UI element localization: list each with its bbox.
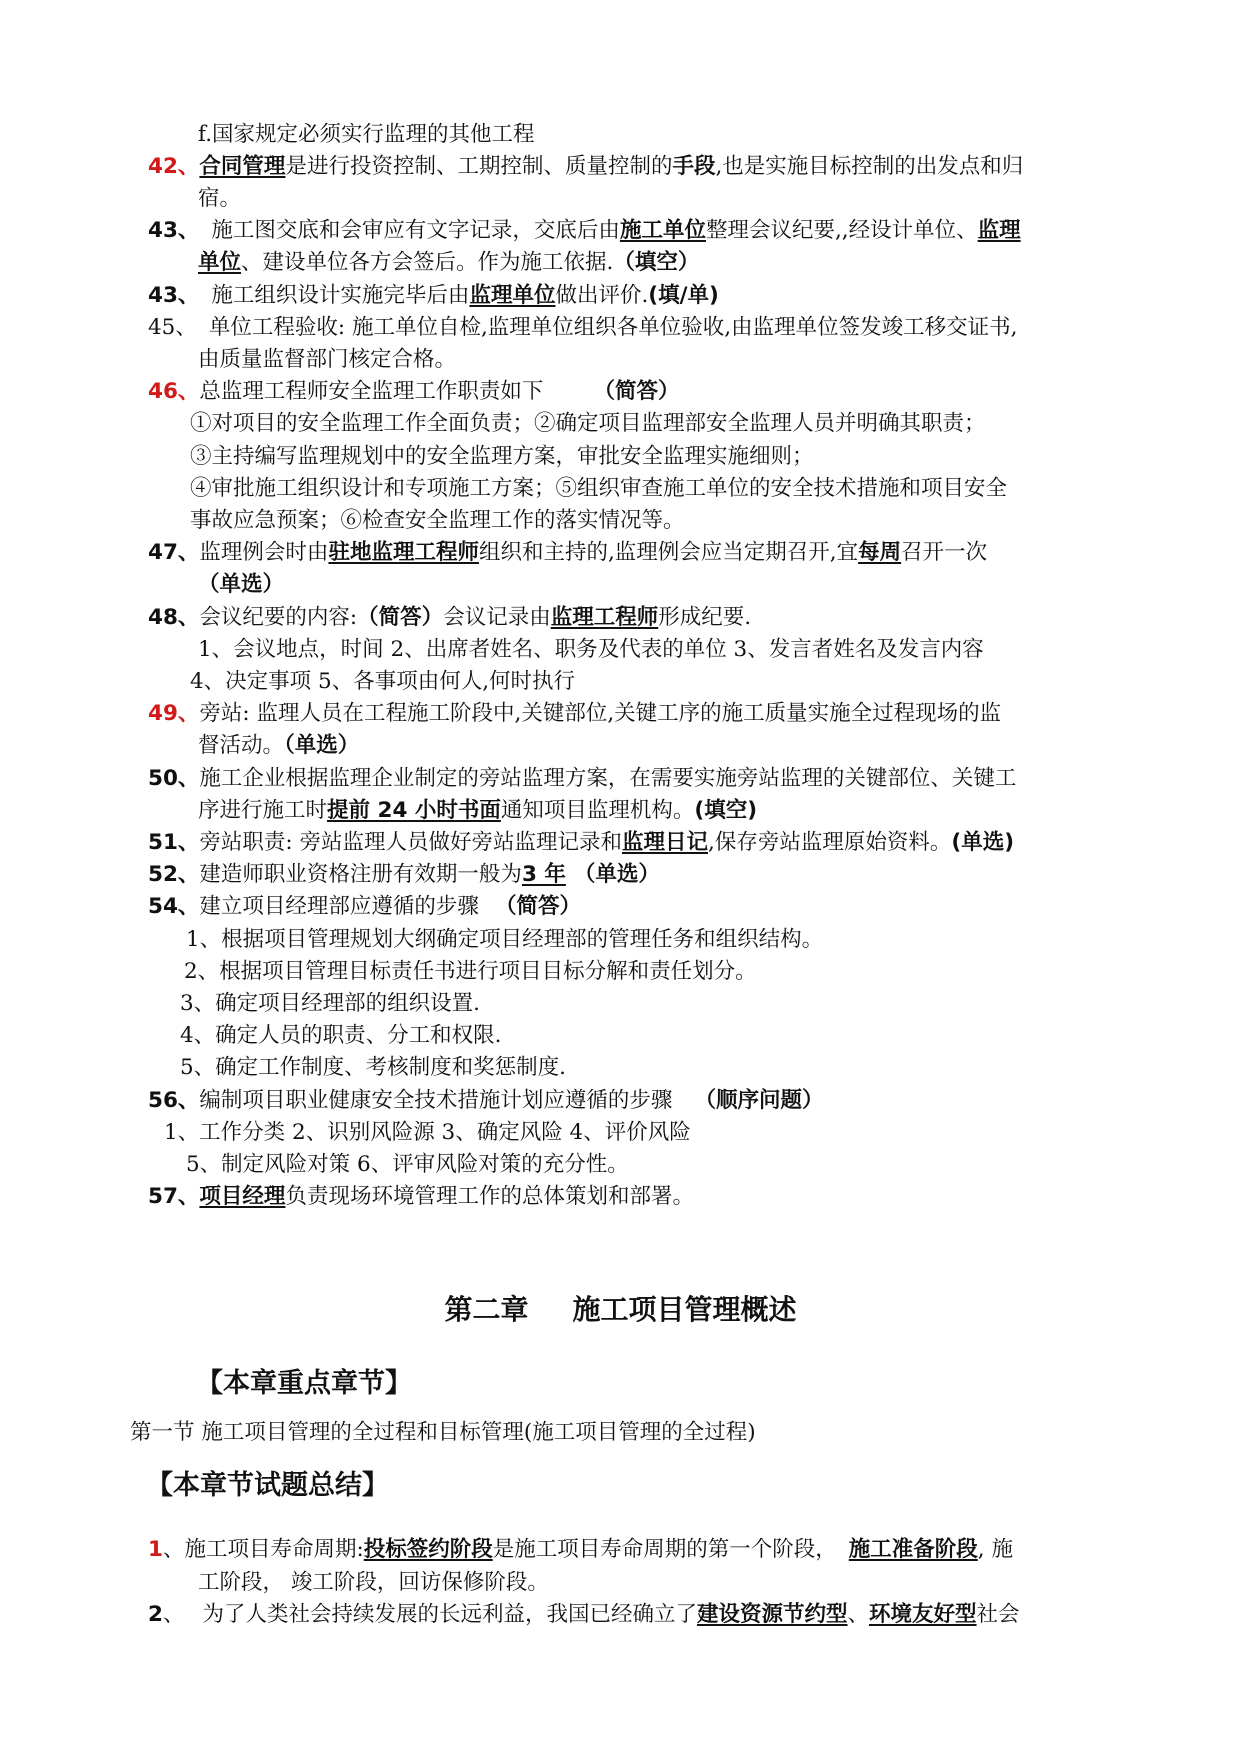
question-number: 54、 [148,894,200,919]
question-56: 56、编制项目职业健康安全技术措施计划应遵循的步骤 （顺序问题） [148,1088,824,1113]
question-48-line-2: 4、决定事项 5、各事项由何人,何时执行 [190,669,576,694]
question-43a-cont: 单位、建设单位各方会签后。作为施工依据.（填空） [198,250,700,275]
question-56-line-2: 5、制定风险对策 6、评审风险对策的充分性。 [186,1152,629,1177]
question-54-step-5: 5、确定工作制度、考核制度和奖惩制度. [180,1055,567,1080]
key-sections-heading: 【本章重点章节】 [196,1368,412,1399]
question-47: 47、监理例会时由驻地监理工程师组织和主持的,监理例会应当定期召开,宜每周召开一次 [148,540,988,565]
item-f: f.国家规定必须实行监理的其他工程 [198,122,535,147]
question-46-line-1: ①对项目的安全监理工作全面负责；②确定项目监理部安全监理人员并明确其职责； [190,411,986,436]
summary-item-2: 2、 为了人类社会持续发展的长远利益，我国已经确立了建设资源节约型、环境友好型社会 [148,1602,1020,1627]
question-47-cont: （单选） [198,572,285,597]
question-48: 48、会议纪要的内容:（简答）会议记录由监理工程师形成纪要. [148,605,752,630]
question-43b: 43、 施工组织设计实施完毕后由监理单位做出评价.(填/单) [148,283,719,308]
question-42-cont: 宿。 [198,186,242,211]
question-45: 45、 单位工程验收: 施工单位自检,监理单位组织各单位验收,由监理单位签发竣工移交证书, [148,315,1018,340]
question-46-line-3: ④审批施工组织设计和专项施工方案；⑤组织审查施工单位的安全技术措施和项目安全 [190,476,1008,501]
question-number: 42、 [148,154,200,179]
question-number: 43、 [148,218,200,243]
question-56-line-1: 1、工作分类 2、识别风险源 3、确定风险 4、评价风险 [164,1120,691,1145]
question-48-line-1: 1、会议地点，时间 2、出席者姓名、职务及代表的单位 3、发言者姓名及发言内容 [198,637,984,662]
question-number: 47、 [148,540,200,565]
chapter-title: 第二章 施工项目管理概述 [444,1293,797,1326]
question-number: 56、 [148,1088,200,1113]
question-number: 2 [148,1602,163,1627]
question-50: 50、施工企业根据监理企业制定的旁站监理方案，在需要实施旁站监理的关键部位、关键工 [148,766,1017,791]
question-46-line-4: 事故应急预案；⑥检查安全监理工作的落实情况等。 [190,508,685,533]
question-number: 48、 [148,605,200,630]
question-number: 52、 [148,862,200,887]
question-49: 49、旁站: 监理人员在工程施工阶段中,关键部位,关键工序的施工质量实施全过程现场的监 [148,701,1002,726]
summary-heading: 【本章节试题总结】 [146,1470,389,1501]
question-number: 45、 [148,315,197,340]
question-54-step-1: 1、根据项目管理规划大纲确定项目经理部的管理任务和组织结构。 [186,927,824,952]
question-54-step-4: 4、确定人员的职责、分工和权限. [180,1023,502,1048]
question-number: 49、 [148,701,200,726]
summary-item-1-cont: 工阶段， 竣工阶段，回访保修阶段。 [198,1570,549,1595]
question-45-cont: 由质量监督部门核定合格。 [198,347,457,372]
question-number: 1 [148,1537,163,1562]
question-42: 42、合同管理是进行投资控制、工期控制、质量控制的手段,也是实施目标控制的出发点和归 [148,154,1024,179]
question-57: 57、项目经理负责现场环境管理工作的总体策划和部署。 [148,1184,694,1209]
question-49-cont: 督活动。（单选） [198,733,360,758]
question-46: 46、总监理工程师安全监理工作职责如下 （简答） [148,379,680,404]
question-number: 57、 [148,1184,200,1209]
question-51: 51、旁站职责: 旁站监理人员做好旁站监理记录和监理日记,保存旁站监理原始资料。(单选) [148,830,1015,855]
question-43a: 43、 施工图交底和会审应有文字记录，交底后由施工单位整理会议纪要,,经设计单位、监理 [148,218,1021,243]
question-number: 51、 [148,830,200,855]
summary-item-1: 1、施工项目寿命周期:投标签约阶段是施工项目寿命周期的第一个阶段， 施工准备阶段, 施 [148,1537,1013,1562]
section-1-title: 第一节 施工项目管理的全过程和目标管理(施工项目管理的全过程) [130,1420,756,1445]
question-54-step-2: 2、根据项目管理目标责任书进行项目目标分解和责任划分。 [184,959,757,984]
question-number: 50、 [148,766,200,791]
question-54-step-3: 3、确定项目经理部的组织设置. [180,991,481,1016]
question-46-line-2: ③主持编写监理规划中的安全监理方案，审批安全监理实施细则； [190,444,814,469]
question-54: 54、建立项目经理部应遵循的步骤 （简答） [148,894,581,919]
question-52: 52、建造师职业资格注册有效期一般为3 年 （单选） [148,862,660,887]
question-number: 46、 [148,379,200,404]
question-50-cont: 序进行施工时提前 24 小时书面通知项目监理机构。(填空) [198,798,758,823]
question-number: 43、 [148,283,200,308]
